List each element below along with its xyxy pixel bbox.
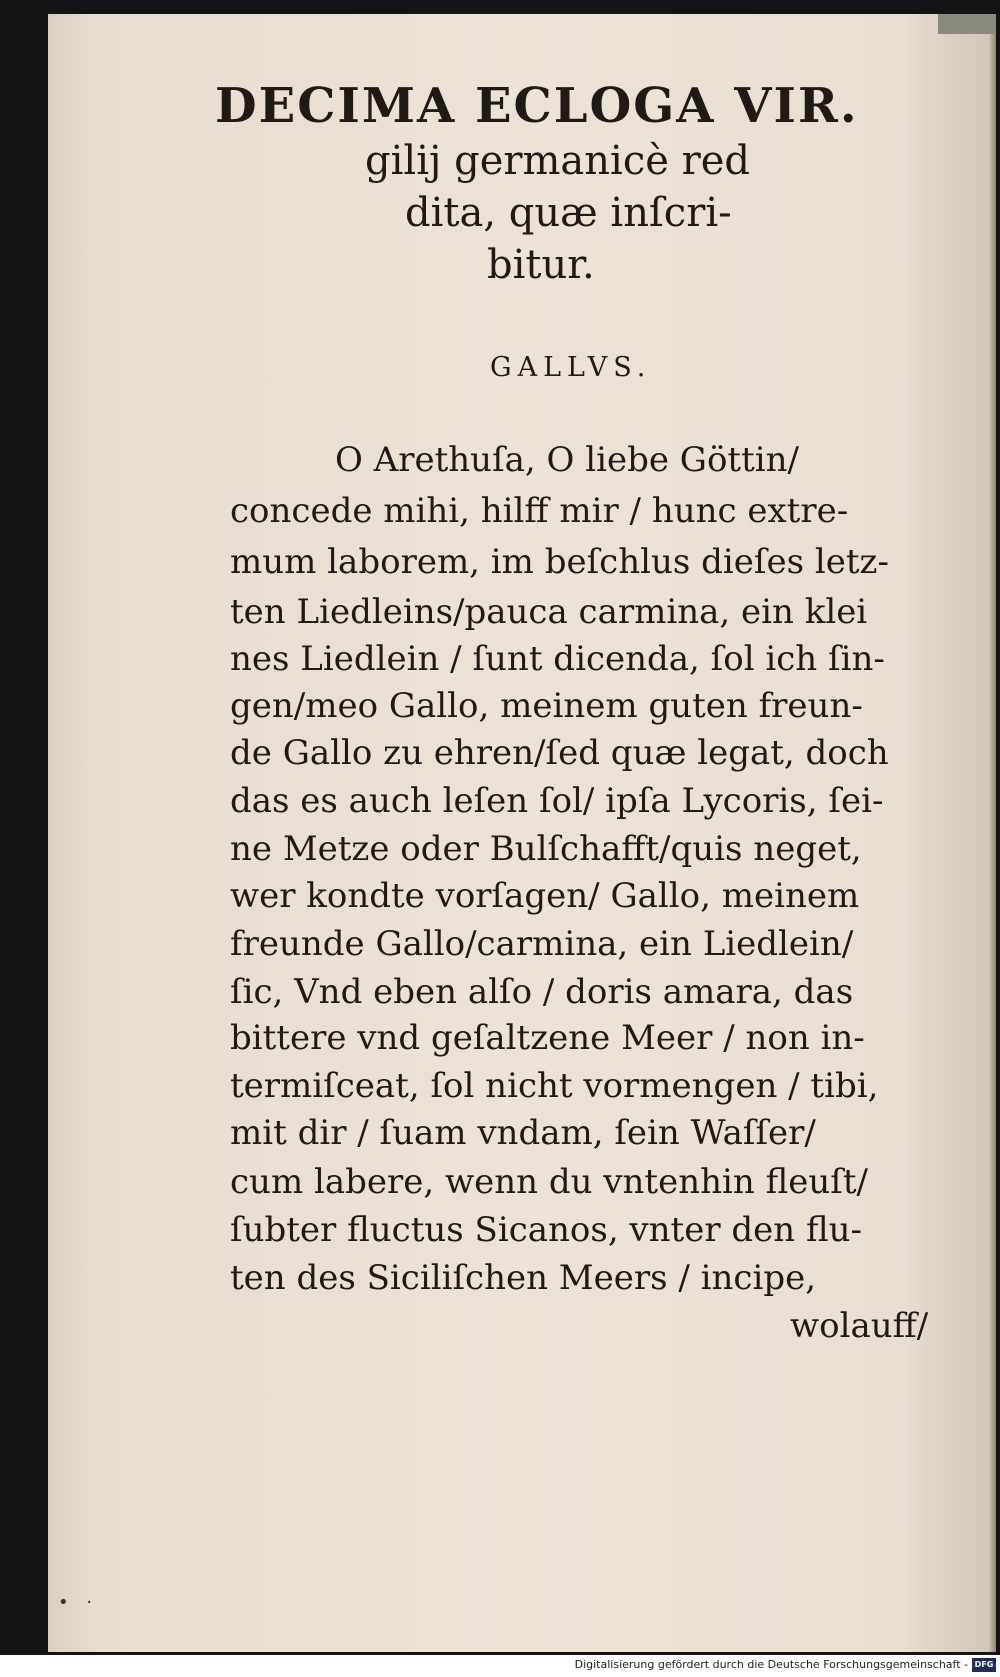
text-line: das es auch leſen ſol/ ipſa Lycoris, ſei- bbox=[230, 781, 884, 821]
text-line: nes Liedlein / ſunt dicenda, ſol ich ſin- bbox=[230, 639, 885, 679]
text-line: concede mihi, hilff mir / hunc extre- bbox=[230, 491, 849, 531]
speaker-heading: GALLVS. bbox=[490, 352, 652, 383]
page-edge-shadow bbox=[988, 14, 996, 1652]
dfg-logo: DFG bbox=[972, 1658, 996, 1672]
footer-bar bbox=[0, 1655, 1000, 1677]
text-line: ſubter fluctus Sicanos, vnter den flu- bbox=[230, 1210, 863, 1250]
text-line: freunde Gallo/carmina, ein Liedlein/ bbox=[230, 924, 854, 964]
text-line: de Gallo zu ehren/ſed quæ legat, doch bbox=[230, 733, 889, 773]
text-line: mum laborem, im beſchlus dieſes letz- bbox=[230, 542, 889, 582]
text-line: bittere vnd geſaltzene Meer / non in- bbox=[230, 1018, 865, 1058]
text-line: O Arethuſa, O liebe Göttin/ bbox=[335, 440, 799, 480]
title-line: DECIMA ECLOGA VIR. bbox=[215, 78, 859, 134]
footer-credit: Digitalisierung gefördert durch die Deutsche Forschungsgemeinschaft - bbox=[574, 1658, 968, 1671]
ink-smudge: • · bbox=[58, 1592, 99, 1613]
text-line: ſic, Vnd eben alſo / doris amara, das bbox=[230, 972, 854, 1012]
text-line: wolauff/ bbox=[790, 1306, 929, 1346]
text-line: cum labere, wenn du vntenhin fleuſt/ bbox=[230, 1162, 868, 1202]
text-line: gen/meo Gallo, meinem guten freun- bbox=[230, 686, 863, 726]
text-line: mit dir / ſuam vndam, ſein Waſſer/ bbox=[230, 1113, 816, 1153]
text-line: termiſceat, ſol nicht vormengen / tibi, bbox=[230, 1066, 879, 1106]
text-line: ten Liedleins/pauca carmina, ein klei bbox=[230, 592, 868, 632]
text-line: ne Metze oder Bulſchafft/quis neget, bbox=[230, 829, 862, 869]
title-line: gilij germanicè red bbox=[365, 138, 751, 184]
title-line: bitur. bbox=[487, 242, 595, 288]
text-line: wer kondte vorſagen/ Gallo, meinem bbox=[230, 876, 860, 916]
text-line: ten des Siciliſchen Meers / incipe, bbox=[230, 1258, 817, 1298]
page-tab-strip bbox=[938, 14, 996, 34]
title-line: dita, quæ inſcri- bbox=[405, 190, 732, 236]
